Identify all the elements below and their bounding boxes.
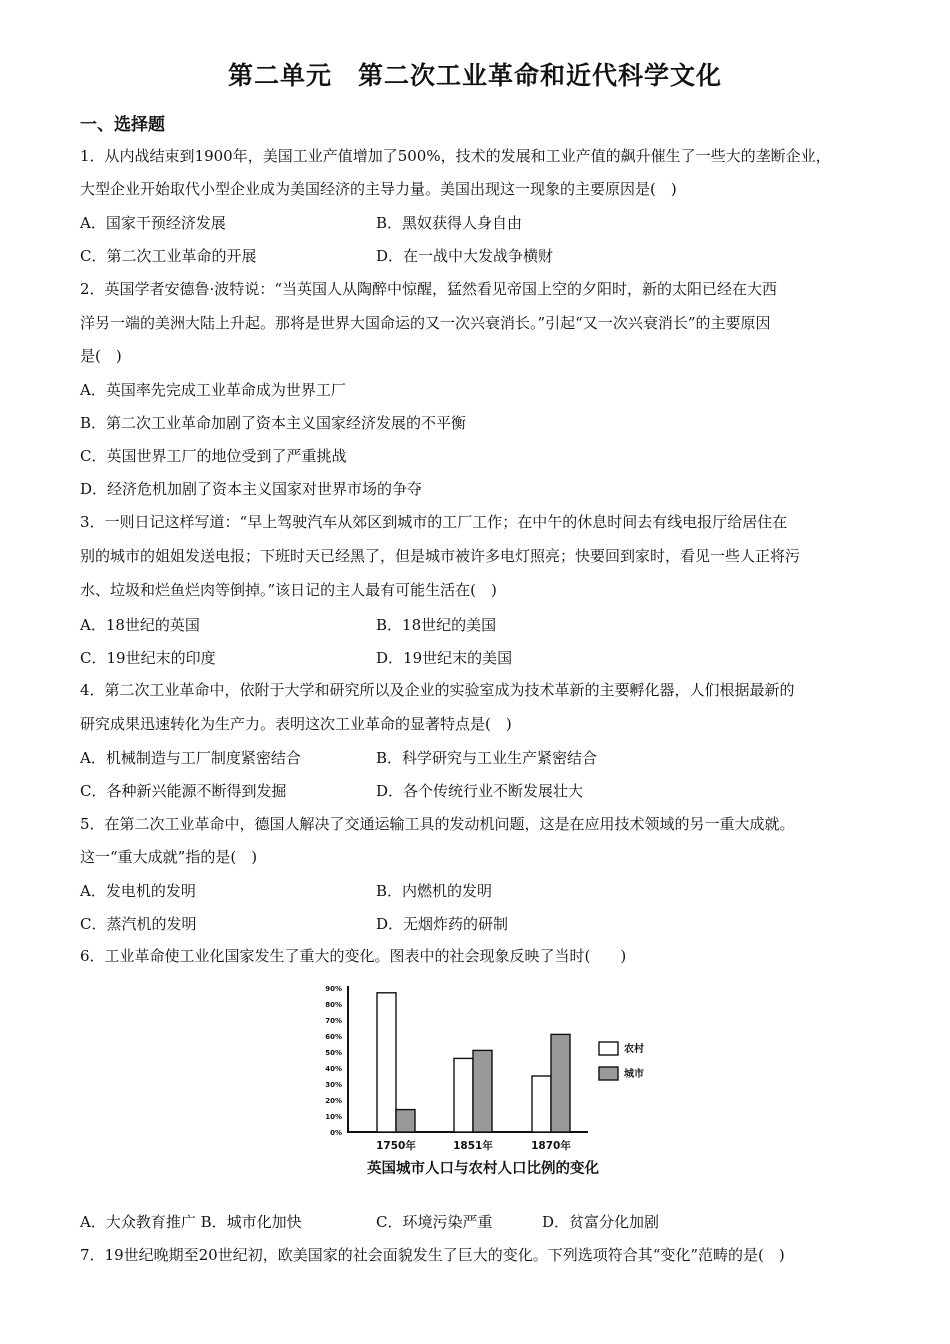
q4-option-d: D．各个传统行业不断发展壮大	[376, 782, 584, 800]
bar-rural	[377, 993, 396, 1132]
q1-option-b: B．黑奴获得人身自由	[376, 214, 523, 232]
q2-option-c: C．英国世界工厂的地位受到了严重挑战	[80, 447, 347, 465]
q1-option-d: D．在一战中大发战争横财	[376, 247, 554, 265]
q7-line-1: 7．19世纪晚期至20世纪初，欧美国家的社会面貌发生了巨大的变化。下列选项符合其“变化”范畴的是( )	[80, 1246, 785, 1264]
x-tick-label: 1750年	[376, 1140, 416, 1152]
q4-option-c: C．各种新兴能源不断得到发掘	[80, 782, 287, 800]
q5-line-2: 这一“重大成就”指的是( )	[80, 848, 258, 866]
q3-option-d: D．19世纪末的美国	[376, 649, 513, 667]
legend-label-urban: 城市	[624, 1069, 644, 1080]
q2-line-3: 是( )	[80, 347, 122, 365]
q3-line-2: 别的城市的姐姐发送电报；下班时天已经黑了，但是城市被许多电灯照亮；快要回到家时，看见一些人正将污	[80, 547, 801, 565]
x-tick-label: 1851年	[453, 1140, 493, 1152]
q3-option-c: C．19世纪末的印度	[80, 649, 216, 667]
y-tick-label: 30%	[325, 1081, 342, 1089]
q2-option-a: A．英国率先完成工业革命成为世界工厂	[80, 381, 346, 399]
y-tick-label: 60%	[325, 1033, 342, 1041]
bar-rural	[454, 1058, 473, 1132]
q4-line-2: 研究成果迅速转化为生产力。表明这次工业革命的显著特点是( )	[80, 715, 512, 733]
q3-option-b: B．18世纪的美国	[376, 616, 497, 634]
chart-title: 英国城市人口与农村人口比例的变化	[367, 1161, 599, 1177]
q6-option-ab: A．大众教育推广 B．城市化加快	[80, 1213, 302, 1231]
q3-line-3: 水、垃圾和烂鱼烂肉等倒掉。”该日记的主人最有可能生活在( )	[80, 581, 497, 599]
q2-line-1: 2．英国学者安德鲁·波特说：“当英国人从陶醉中惊醒，猛然看见帝国上空的夕阳时，新的太阳已经在大西	[80, 280, 777, 298]
q3-option-a: A．18世纪的英国	[80, 616, 200, 634]
q2-option-d: D．经济危机加剧了资本主义国家对世界市场的争夺	[80, 480, 423, 498]
q6-line-1: 6．工业革命使工业化国家发生了重大的变化。图表中的社会现象反映了当时( )	[80, 947, 627, 965]
q5-option-d: D．无烟炸药的研制	[376, 915, 509, 933]
bar-urban	[473, 1050, 492, 1132]
page-title: 第二单元 第二次工业革命和近代科学文化	[227, 61, 722, 90]
population-bar-chart	[318, 980, 648, 1180]
y-tick-label: 10%	[325, 1113, 342, 1121]
y-tick-label: 80%	[325, 1001, 342, 1009]
q1-line-2: 大型企业开始取代小型企业成为美国经济的主导力量。美国出现这一现象的主要原因是( )	[80, 180, 677, 198]
y-tick-label: 70%	[325, 1017, 342, 1025]
q2-option-b: B．第二次工业革命加剧了资本主义国家经济发展的不平衡	[80, 414, 467, 432]
q6-option-c: C．环境污染严重	[376, 1213, 493, 1231]
q3-line-1: 3．一则日记这样写道：“早上驾驶汽车从郊区到城市的工厂工作；在中午的休息时间去有线电报厅给居住在	[80, 513, 788, 531]
q1-line-1: 1．从内战结束到1900年，美国工业产值增加了500%，技术的发展和工业产值的飙升催生了一些大的垄断企业，	[80, 147, 831, 165]
q5-option-c: C．蒸汽机的发明	[80, 915, 197, 933]
bar-rural	[532, 1076, 551, 1132]
bar-urban	[396, 1110, 415, 1132]
x-tick-label: 1870年	[531, 1140, 571, 1152]
q4-line-1: 4．第二次工业革命中，依附于大学和研究所以及企业的实验室成为技术革新的主要孵化器，人们根据最新的	[80, 681, 795, 699]
legend-swatch-rural	[599, 1042, 618, 1055]
y-tick-label: 0%	[330, 1129, 342, 1137]
q4-option-a: A．机械制造与工厂制度紧密结合	[80, 749, 301, 767]
q5-option-a: A．发电机的发明	[80, 882, 196, 900]
legend-label-rural: 农村	[624, 1044, 644, 1055]
y-tick-label: 40%	[325, 1065, 342, 1073]
y-tick-label: 90%	[325, 985, 342, 993]
q2-line-2: 洋另一端的美洲大陆上升起。那将是世界大国命运的又一次兴衰消长。”引起“又一次兴衰消长”的主要原因	[80, 314, 771, 332]
q6-option-d: D．贫富分化加剧	[542, 1213, 660, 1231]
y-tick-label: 50%	[325, 1049, 342, 1057]
q5-line-1: 5．在第二次工业革命中，德国人解决了交通运输工具的发动机问题，这是在应用技术领域的另一重大成就。	[80, 815, 795, 833]
bar-urban	[551, 1034, 570, 1132]
y-tick-label: 20%	[325, 1097, 342, 1105]
q1-option-c: C．第二次工业革命的开展	[80, 247, 257, 265]
legend-swatch-urban	[599, 1067, 618, 1080]
q1-option-a: A．国家干预经济发展	[80, 214, 226, 232]
section-heading: 一、选择题	[80, 115, 165, 135]
q5-option-b: B．内燃机的发明	[376, 882, 493, 900]
q4-option-b: B．科学研究与工业生产紧密结合	[376, 749, 598, 767]
